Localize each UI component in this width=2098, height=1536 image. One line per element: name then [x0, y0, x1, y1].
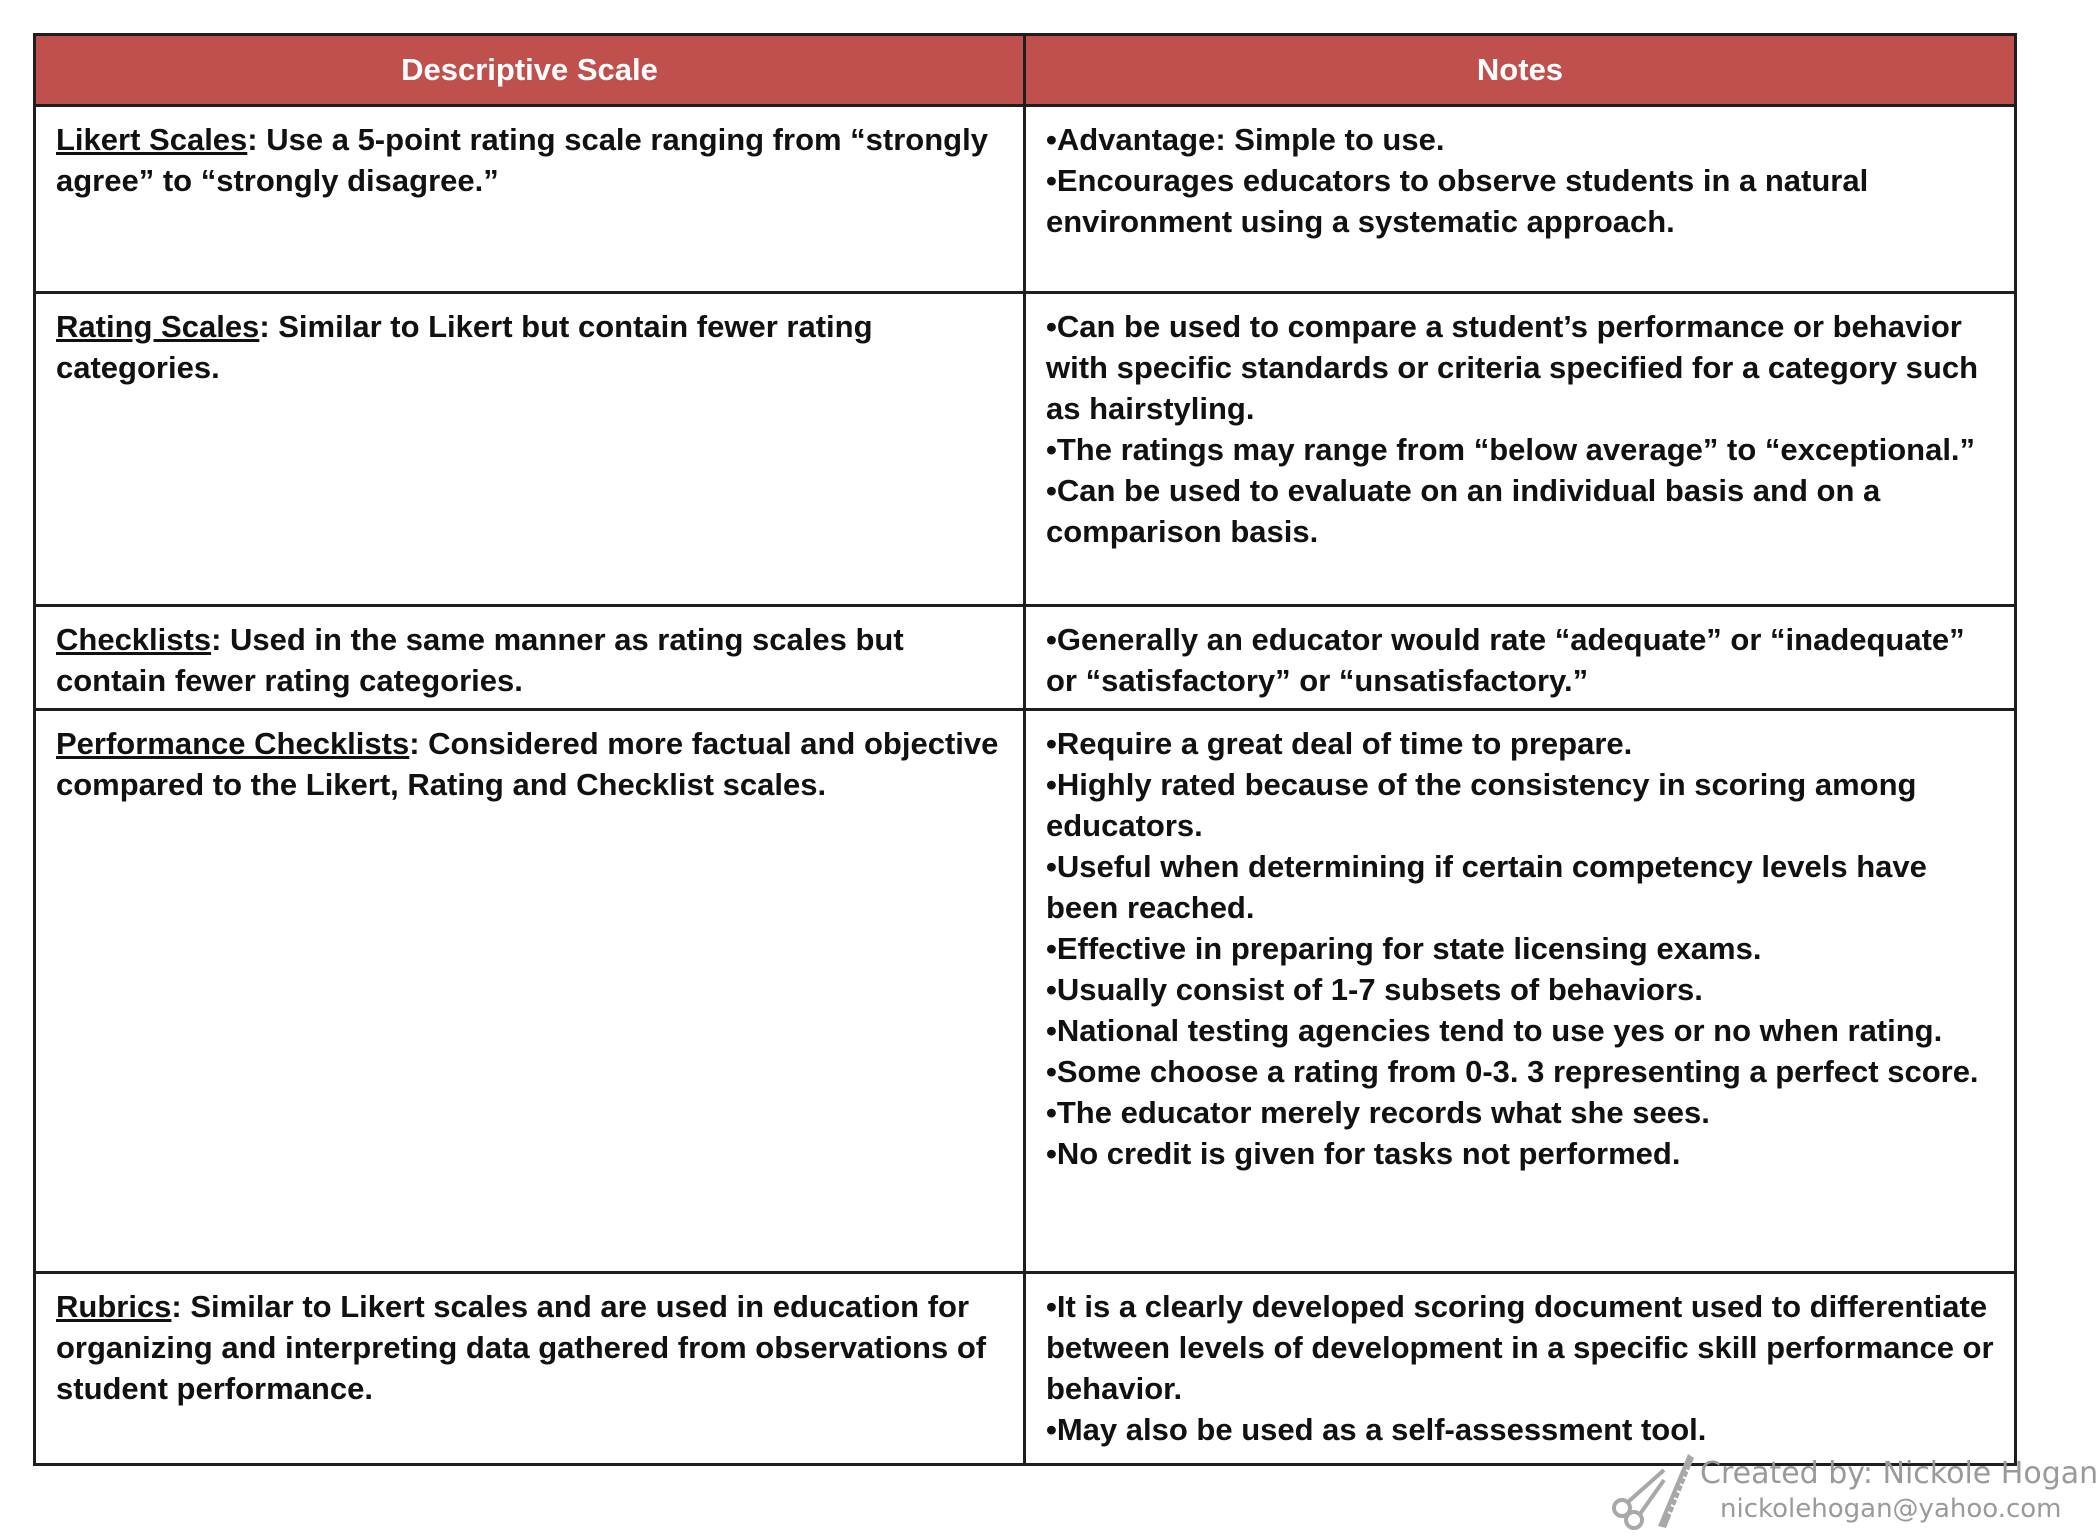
table-row — [36, 711, 2014, 1274]
table-header-row — [36, 36, 2014, 107]
note-item: •No credit is given for tasks not performed. — [1046, 1136, 1681, 1171]
header-notes: Notes — [1476, 52, 1564, 87]
table-row — [36, 294, 2014, 607]
note-item: •Usually consist of 1-7 subsets of behaviors. — [1046, 972, 1703, 1007]
note-item: •Effective in preparing for state licensing exams. — [1046, 931, 1762, 966]
notes-cell — [1026, 607, 2014, 708]
note-item: •Require a great deal of time to prepare. — [1046, 726, 1633, 761]
notes-cell — [1026, 107, 2014, 291]
scale-description-cell — [36, 294, 1026, 604]
notes-cell — [1026, 1274, 2014, 1463]
scale-description: : Considered more factual and objective compared to the Likert, Rating and Checklist scales. — [56, 726, 999, 802]
notes-cell — [1026, 294, 2014, 604]
scale-description: : Used in the same manner as rating scales but contain fewer rating categories. — [56, 622, 904, 698]
note-item: •May also be used as a self-assessment tool. — [1046, 1412, 1707, 1447]
note-item: •National testing agencies tend to use yes or no when rating. — [1046, 1013, 1943, 1048]
note-item: •It is a clearly developed scoring document used to differentiate between levels of development in a specific skill performance or behavior. — [1046, 1289, 1994, 1406]
watermark-email: nickolehogan@yahoo.com — [1720, 1494, 2062, 1524]
note-item: •Can be used to compare a student’s performance or behavior with specific standards or criteria specified for a category such as hairstyling. — [1046, 309, 1979, 426]
scale-term: Likert Scales — [56, 122, 248, 157]
scale-term: Rating Scales — [56, 309, 260, 344]
watermark — [1608, 1450, 2098, 1530]
scale-description: : Similar to Likert scales and are used in education for organizing and interpreting data gathered from observations of student performance. — [56, 1289, 987, 1406]
note-item: •Advantage: Simple to use. — [1046, 122, 1445, 157]
note-item: •The educator merely records what she sees. — [1046, 1095, 1710, 1130]
table-row — [36, 1274, 2014, 1463]
scale-description: : Use a 5-point rating scale ranging from “strongly agree” to “strongly disagree.” — [56, 122, 988, 198]
scale-description-cell — [36, 711, 1026, 1271]
table-row — [36, 107, 2014, 294]
scale-description-cell — [36, 607, 1026, 708]
header-descriptive-scale: Descriptive Scale — [36, 36, 1026, 104]
scales-table — [33, 33, 2017, 1466]
note-item: •Some choose a rating from 0-3. 3 representing a perfect score. — [1046, 1054, 1979, 1089]
note-item: •Can be used to evaluate on an individual basis and on a comparison basis. — [1046, 473, 1881, 549]
table-row — [36, 607, 2014, 711]
note-item: •Highly rated because of the consistency in scoring among educators. — [1046, 767, 1917, 843]
watermark-author: Created by: Nickole Hogan — [1700, 1456, 2098, 1491]
notes-cell — [1026, 711, 2014, 1271]
scale-description: : Similar to Likert but contain fewer rating categories. — [56, 309, 873, 385]
scissors-comb-icon — [1608, 1450, 1694, 1530]
scale-term: Rubrics — [56, 1289, 172, 1324]
scale-term: Checklists — [56, 622, 212, 657]
scale-description-cell — [36, 107, 1026, 291]
note-item: •Generally an educator would rate “adequate” or “inadequate” or “satisfactory” or “unsatisfactory.” — [1046, 622, 1965, 698]
scale-description-cell — [36, 1274, 1026, 1463]
scale-term: Performance Checklists — [56, 726, 410, 761]
note-item: •Encourages educators to observe students in a natural environment using a systematic approach. — [1046, 163, 1869, 239]
note-item: •The ratings may range from “below average” to “exceptional.” — [1046, 432, 1976, 467]
note-item: •Useful when determining if certain competency levels have been reached. — [1046, 849, 1927, 925]
